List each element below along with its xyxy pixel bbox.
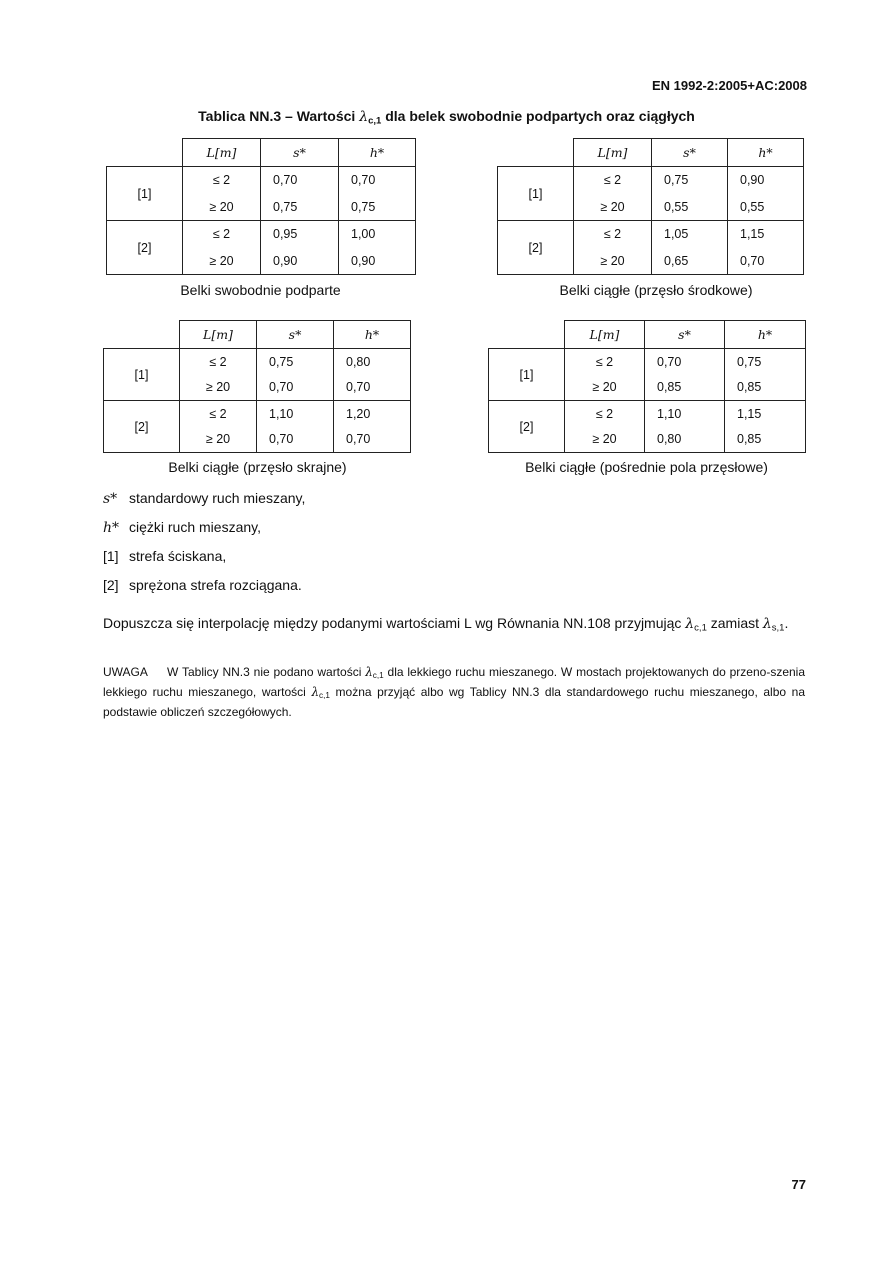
header-blank bbox=[107, 139, 183, 167]
value-cell: 1,15 bbox=[728, 221, 804, 248]
value-cell: 0,65 bbox=[652, 248, 728, 275]
table-continuous-intermediate bbox=[488, 320, 806, 453]
lambda-subscript: c,1 bbox=[372, 671, 384, 681]
row-label-tension: [2] bbox=[107, 221, 183, 275]
value-cell: 0,75 bbox=[339, 194, 416, 221]
value-cell: 0,80 bbox=[334, 349, 411, 375]
value-cell: 0,55 bbox=[728, 194, 804, 221]
lambda-subscript: s,1 bbox=[771, 622, 785, 634]
table-continuous-middle bbox=[497, 138, 804, 275]
legend-item-heavy bbox=[103, 519, 261, 536]
value-cell: 0,75 bbox=[257, 349, 334, 375]
legend-text: ciężki ruch mieszany, bbox=[129, 519, 262, 535]
note-label: UWAGA bbox=[103, 665, 148, 679]
value-cell: 0,75 bbox=[725, 349, 806, 375]
table-caption: Belki ciągłe (przęsło środkowe) bbox=[559, 282, 753, 298]
length-cell: ≤ 2 bbox=[183, 167, 261, 194]
value-cell: 0,80 bbox=[645, 427, 725, 453]
interpolation-paragraph bbox=[103, 613, 805, 638]
legend-item-tension bbox=[103, 577, 302, 593]
header-blank bbox=[498, 139, 574, 167]
legend-symbol: h* bbox=[103, 520, 120, 536]
value-cell: 0,55 bbox=[652, 194, 728, 221]
lambda-subscript: c,1 bbox=[319, 691, 330, 701]
header-length: L[m] bbox=[180, 321, 257, 349]
lambda-symbol: λ bbox=[685, 616, 695, 632]
legend-symbol: [2] bbox=[103, 577, 119, 593]
value-cell: 1,10 bbox=[645, 401, 725, 427]
length-cell: ≤ 2 bbox=[565, 401, 645, 427]
legend-text: strefa ściskana, bbox=[129, 548, 227, 564]
lambda-subscript: c,1 bbox=[368, 115, 382, 127]
note-text: dla lekkiego ruchu mieszanego. W mostach projektowanych do przeno-szenia lekkiego ruchu mieszanego, wartości bbox=[103, 665, 805, 700]
length-cell: ≤ 2 bbox=[574, 221, 652, 248]
length-cell: ≥ 20 bbox=[180, 427, 257, 453]
legend-text: standardowy ruch mieszany, bbox=[129, 490, 306, 506]
length-cell: ≥ 20 bbox=[574, 194, 652, 221]
length-cell: ≤ 2 bbox=[183, 221, 261, 248]
header-standard-traffic: s* bbox=[261, 139, 339, 167]
table-caption: Belki swobodnie podparte bbox=[180, 282, 341, 298]
header-blank bbox=[489, 321, 565, 349]
length-cell: ≥ 20 bbox=[574, 248, 652, 275]
table-title bbox=[0, 108, 893, 126]
row-label-tension: [2] bbox=[104, 401, 180, 453]
legend-symbol: s* bbox=[103, 491, 118, 507]
legend-text: sprężona strefa rozciągana. bbox=[129, 577, 302, 593]
length-cell: ≤ 2 bbox=[574, 167, 652, 194]
row-label-compression: [1] bbox=[498, 167, 574, 221]
lambda-symbol: λ bbox=[359, 109, 369, 125]
value-cell: 1,20 bbox=[334, 401, 411, 427]
standard-header: EN 1992-2:2005+AC:2008 bbox=[651, 78, 807, 93]
length-cell: ≥ 20 bbox=[183, 194, 261, 221]
paragraph-text: zamiast bbox=[706, 615, 763, 631]
table-simply-supported bbox=[106, 138, 416, 275]
header-blank bbox=[104, 321, 180, 349]
page-number: 77 bbox=[791, 1177, 806, 1192]
lambda-symbol: λ bbox=[762, 616, 772, 632]
header-length: L[m] bbox=[574, 139, 652, 167]
value-cell: 0,70 bbox=[257, 375, 334, 401]
header-heavy-traffic: h* bbox=[728, 139, 804, 167]
title-suffix: dla belek swobodnie podpartych oraz ciągłych bbox=[381, 108, 695, 124]
table-continuous-end bbox=[103, 320, 411, 453]
length-cell: ≤ 2 bbox=[180, 401, 257, 427]
value-cell: 1,10 bbox=[257, 401, 334, 427]
legend-symbol: [1] bbox=[103, 548, 119, 564]
row-label-compression: [1] bbox=[104, 349, 180, 401]
row-label-tension: [2] bbox=[498, 221, 574, 275]
value-cell: 0,85 bbox=[725, 427, 806, 453]
value-cell: 0,70 bbox=[257, 427, 334, 453]
value-cell: 0,85 bbox=[725, 375, 806, 401]
legend-item-compression bbox=[103, 548, 226, 564]
value-cell: 1,05 bbox=[652, 221, 728, 248]
value-cell: 1,00 bbox=[339, 221, 416, 248]
value-cell: 0,75 bbox=[261, 194, 339, 221]
value-cell: 0,85 bbox=[645, 375, 725, 401]
row-label-compression: [1] bbox=[107, 167, 183, 221]
length-cell: ≥ 20 bbox=[180, 375, 257, 401]
value-cell: 0,70 bbox=[334, 427, 411, 453]
value-cell: 0,70 bbox=[645, 349, 725, 375]
value-cell: 0,90 bbox=[261, 248, 339, 275]
value-cell: 0,95 bbox=[261, 221, 339, 248]
title-prefix: Tablica NN.3 – Wartości bbox=[198, 108, 360, 124]
lambda-symbol: λ bbox=[311, 685, 320, 700]
header-standard-traffic: s* bbox=[652, 139, 728, 167]
legend-item-standard bbox=[103, 490, 305, 507]
lambda-symbol: λ bbox=[365, 665, 373, 679]
lambda-subscript: c,1 bbox=[694, 622, 707, 634]
value-cell: 0,90 bbox=[728, 167, 804, 194]
header-standard-traffic: s* bbox=[645, 321, 725, 349]
header-heavy-traffic: h* bbox=[334, 321, 411, 349]
value-cell: 0,70 bbox=[728, 248, 804, 275]
note-text: W Tablicy NN.3 nie podano wartości bbox=[167, 665, 366, 679]
value-cell: 1,15 bbox=[725, 401, 806, 427]
note-paragraph bbox=[103, 664, 805, 720]
value-cell: 0,70 bbox=[334, 375, 411, 401]
table-caption: Belki ciągłe (przęsło skrajne) bbox=[168, 459, 347, 475]
value-cell: 0,90 bbox=[339, 248, 416, 275]
value-cell: 0,75 bbox=[652, 167, 728, 194]
row-label-tension: [2] bbox=[489, 401, 565, 453]
value-cell: 0,70 bbox=[339, 167, 416, 194]
row-label-compression: [1] bbox=[489, 349, 565, 401]
note-text: można przyjąć albo wg Tablicy NN.3 dla standardowego ruchu mieszanego, albo na podstawie obliczeń szczegółowych. bbox=[103, 685, 805, 720]
length-cell: ≥ 20 bbox=[565, 427, 645, 453]
header-length: L[m] bbox=[183, 139, 261, 167]
paragraph-text: . bbox=[784, 615, 789, 631]
length-cell: ≥ 20 bbox=[565, 375, 645, 401]
length-cell: ≥ 20 bbox=[183, 248, 261, 275]
length-cell: ≤ 2 bbox=[565, 349, 645, 375]
value-cell: 0,70 bbox=[261, 167, 339, 194]
table-caption: Belki ciągłe (pośrednie pola przęsłowe) bbox=[525, 459, 768, 475]
length-cell: ≤ 2 bbox=[180, 349, 257, 375]
header-heavy-traffic: h* bbox=[339, 139, 416, 167]
paragraph-text: Dopuszcza się interpolację między podanymi wartościami L wg Równania NN.108 przyjmując bbox=[103, 615, 686, 631]
header-standard-traffic: s* bbox=[257, 321, 334, 349]
header-length: L[m] bbox=[565, 321, 645, 349]
header-heavy-traffic: h* bbox=[725, 321, 806, 349]
